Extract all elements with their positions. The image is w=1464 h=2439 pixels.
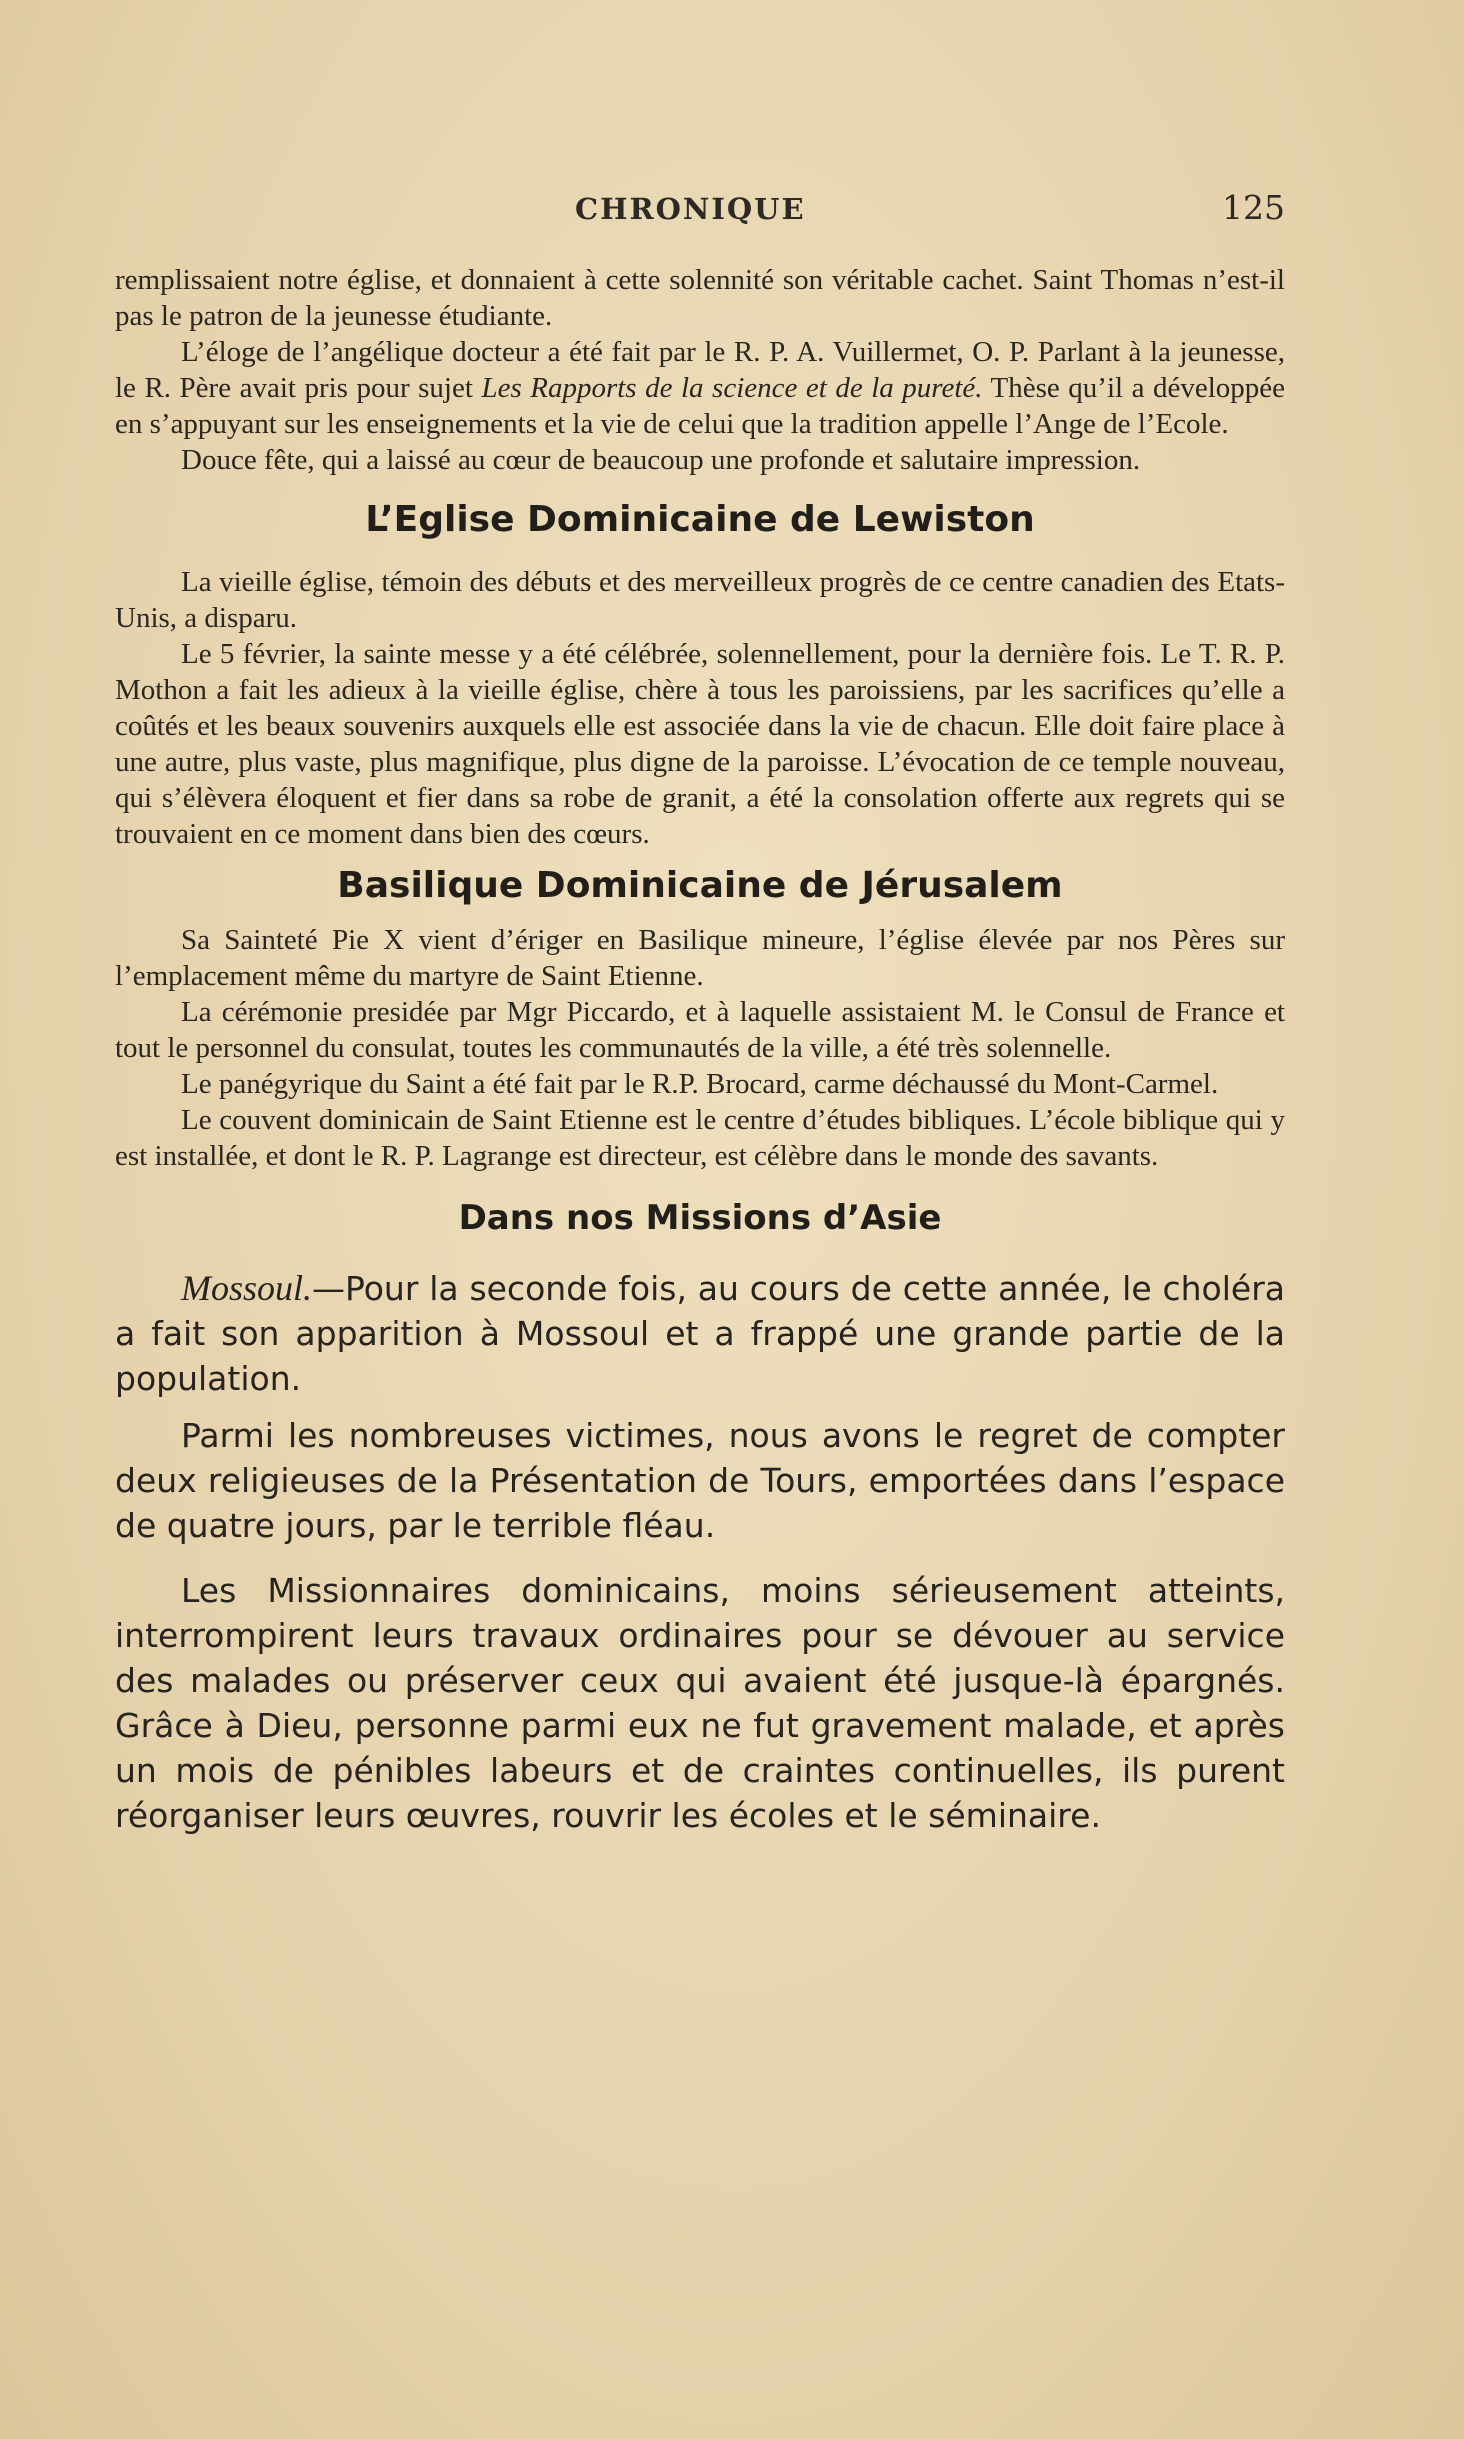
heading-jerusalem: Basilique Dominicaine de Jérusalem — [337, 865, 1063, 906]
running-title: CHRONIQUE — [575, 192, 806, 226]
jerusalem-paragraph-2: La cérémonie presidée par Mgr Piccardo, et à laquelle assistaient M. le Consul de France et tout le personnel du consulat, toutes les communautés de la ville, a été très solennelle. — [115, 996, 1285, 1064]
running-head — [115, 188, 1285, 232]
heading-lewiston: L’Eglise Dominicaine de Lewiston — [365, 499, 1035, 540]
intro-paragraph-2-end: Thèse qu’il a développée en s’appuyant sur les enseignements et la vie de celui que la tradition appelle l’Ange de l’Ecole. — [115, 372, 1286, 440]
page-number: 125 — [1222, 188, 1285, 227]
asie-paragraph-2: Parmi les nombreuses victimes, nous avons le regret de compter deux religieuses de la Présentation de Tours, emportées dans l’espace de quatre jours, par le terrible fléau. — [115, 1416, 1285, 1545]
asie-paragraph-3: Les Missionnaires dominicains, moins sérieusement atteints, interrompirent leurs travaux ordinaires pour se dévouer au service des malades ou préserver ceux qui avaient été jusque-là épargnés. Grâce à Dieu, personne parmi eux ne fut gravement malade, et après un mois de pénibles labeurs et de craintes continuelles, ils purent réorganiser leurs œuvres, rouvrir les écoles et le séminaire. — [115, 1571, 1285, 1835]
place-name-mossoul: Mossoul. — [181, 1268, 313, 1308]
intro-paragraph-2-start: L’éloge de l’angélique docteur a été fait par le R. P. A. Vuillermet, O. P. Parlant à la jeunesse, le R. Père avait pris pour sujet — [115, 336, 1285, 404]
jerusalem-paragraph-4: Le couvent dominicain de Saint Etienne est le centre d’études bibliques. L’école biblique qui y est installée, et dont le R. P. Lagrange est directeur, est célèbre dans le monde des savants. — [115, 1104, 1285, 1172]
jerusalem-paragraph-3: Le panégyrique du Saint a été fait par le R.P. Brocard, carme déchaussé du Mont-Carmel. — [181, 1068, 1219, 1100]
jerusalem-paragraph-1: Sa Sainteté Pie X vient d’ériger en Basilique mineure, l’église élevée par nos Pères sur l’emplacement même du martyre de Saint Etienne. — [115, 924, 1285, 992]
em-dash: — — [312, 1269, 346, 1308]
asie-paragraph-1 — [115, 1266, 1285, 1401]
asie-paragraph-1-text: Pour la seconde fois, au cours de cette année, le choléra a fait son apparition à Mossoul et a frappé une grande partie de la population. — [115, 1269, 1285, 1398]
lewiston-paragraph-1: La vieille église, témoin des débuts et des merveilleux progrès de ce centre canadien des Etats-Unis, a disparu. — [115, 566, 1285, 634]
lewiston-paragraph-2: Le 5 février, la sainte messe y a été célébrée, solennellement, pour la dernière fois. Le T. R. P. Mothon a fait les adieux à la vieille église, chère à tous les paroissiens, par les sacrifices qu’elle a coûtés et les beaux souvenirs auxquels elle est associée dans la vie de chacun. Elle doit faire place à une autre, plus vaste, plus magnifique, plus digne de la paroisse. L’évocation de ce temple nouveau, qui s’élèvera éloquent et fier dans sa robe de granit, a été la consolation offerte aux regrets qui se trouvaient en ce moment dans bien des cœurs. — [115, 638, 1285, 850]
intro-paragraph-3: Douce fête, qui a laissé au cœur de beaucoup une profonde et salutaire impression. — [181, 444, 1141, 476]
text-body — [115, 262, 1285, 1838]
intro-paragraph-1: remplissaient notre église, et donnaient à cette solennité son véritable cachet. Saint Thomas n’est-il pas le patron de la jeunesse étudiante. — [115, 264, 1285, 332]
heading-asie: Dans nos Missions d’Asie — [458, 1198, 942, 1238]
intro-paragraph-2 — [115, 334, 1285, 442]
lecture-title: Les Rapports de la science et de la pureté. — [481, 372, 983, 404]
